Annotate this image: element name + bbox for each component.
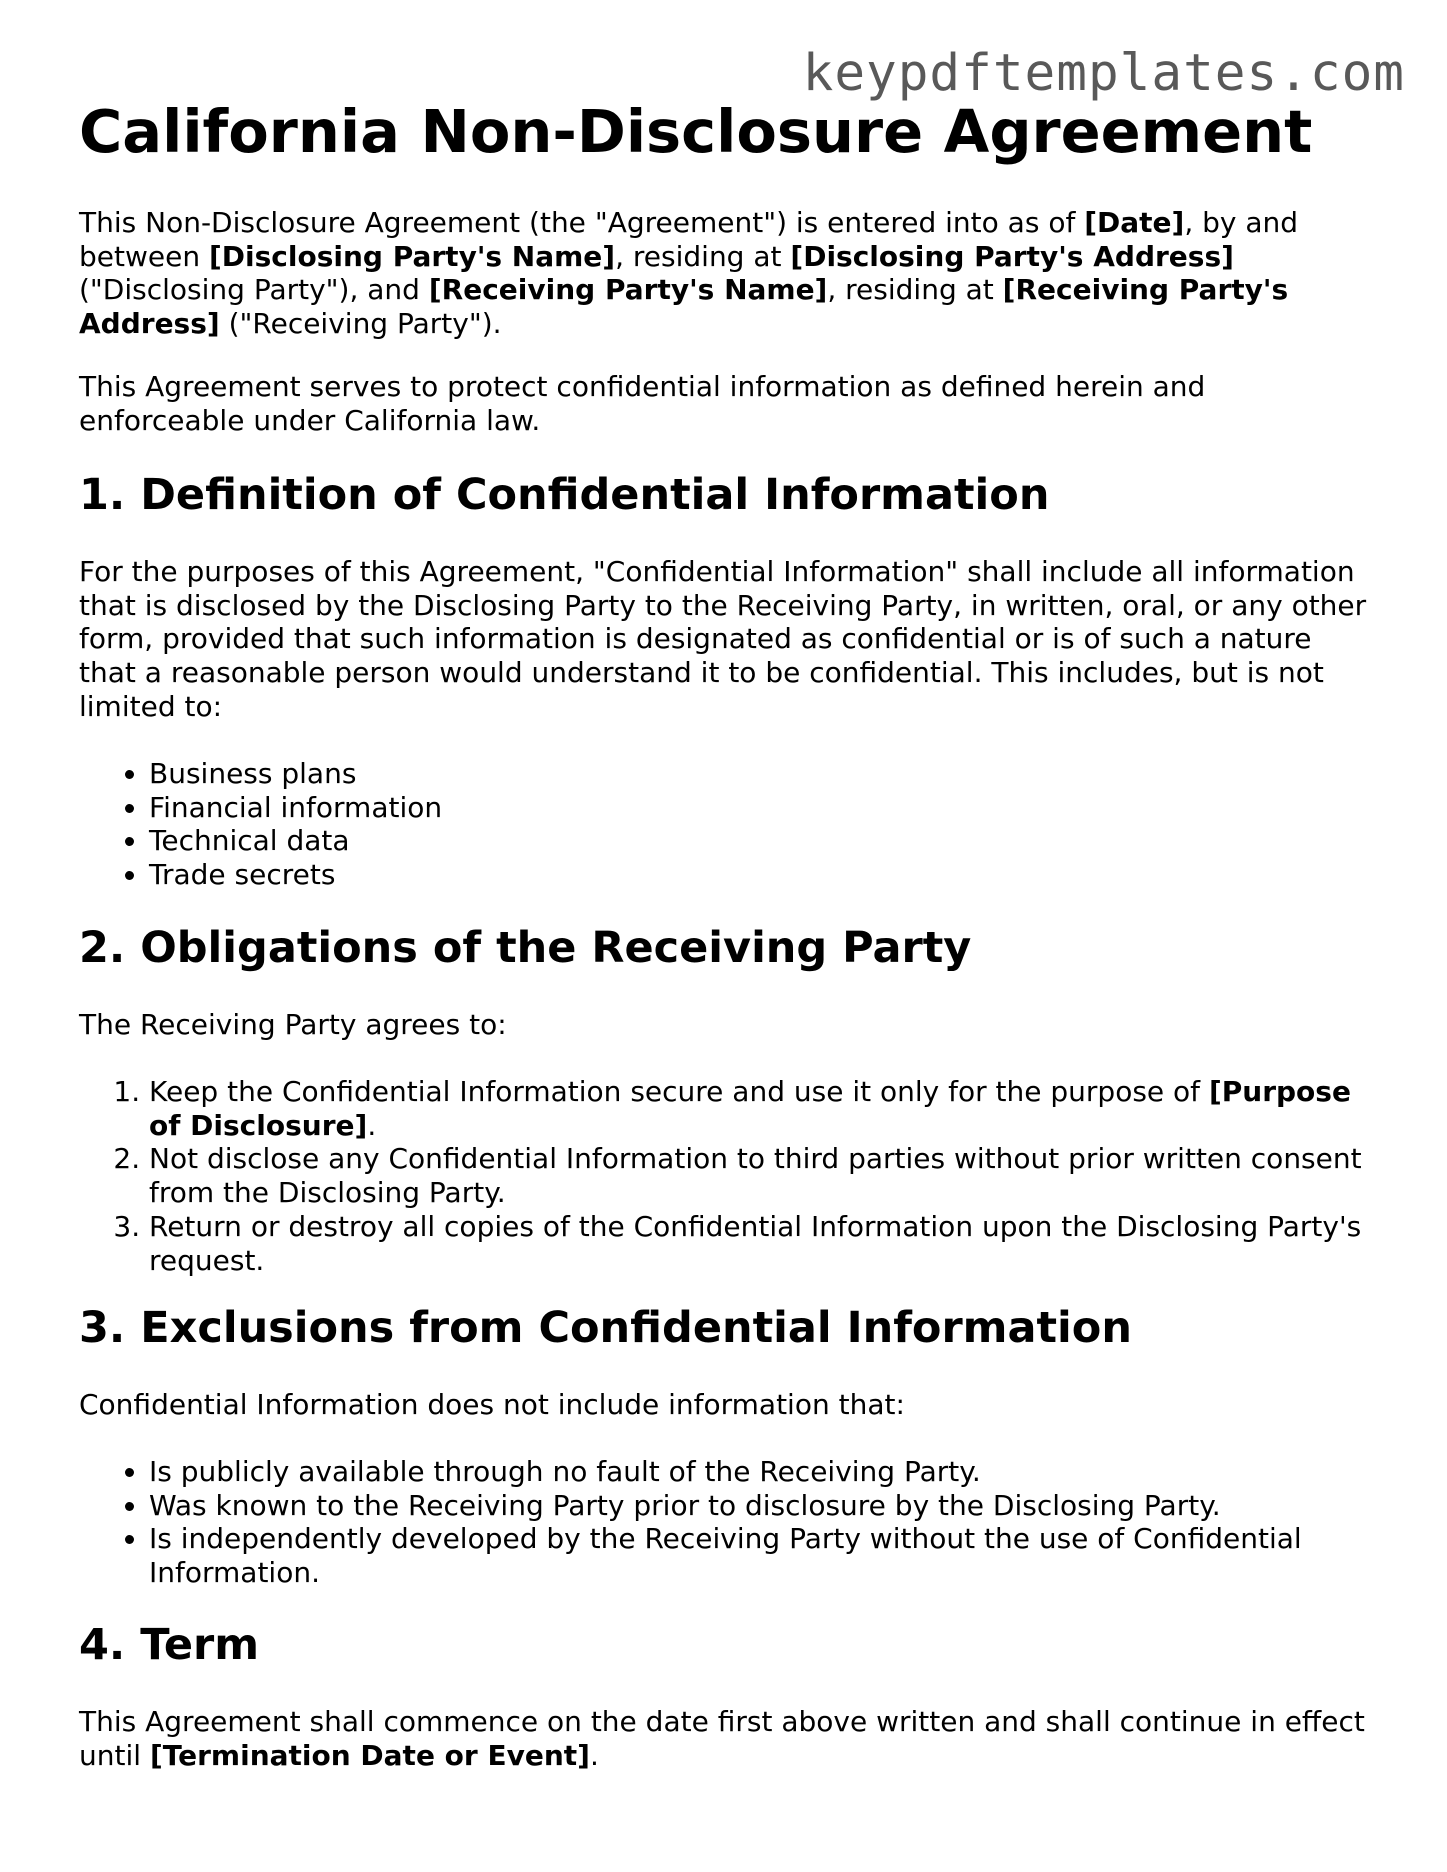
intro-text: , by and between (79, 206, 1299, 273)
list-item: • Financial information (149, 791, 1374, 825)
intro-paragraph (79, 206, 1374, 341)
section-1-paragraph: For the purposes of this Agreement, "Confidential Information" shall include all information that is disclosed by the Disclosing Party to the Receiving Party, in written, oral, or any other form, provided that such information is designated as confidential or is of such a nature that a reasonable person would understand it to be confidential. This includes, but is not limited to: (79, 555, 1367, 723)
intro-text: , residing at (827, 273, 1003, 307)
obligation-text: Keep the Confidential Information secure and use it only for the purpose of (149, 1075, 1209, 1108)
termination-placeholder: [Termination Date or Event] (149, 1738, 590, 1772)
list-item: • Is independently developed by the Receiving Party without the use of Confidential Information. (149, 1522, 1374, 1589)
list-item: • Trade secrets (149, 858, 1374, 892)
disclosing-party-name-placeholder: [Disclosing Party's Name] (208, 239, 616, 273)
obligation-text: . (367, 1108, 377, 1142)
section-1-list (79, 757, 1374, 892)
section-4-heading: 4. Term (79, 1620, 260, 1670)
section-2-paragraph: The Receiving Party agrees to: (79, 1008, 507, 1041)
list-item: 2. Not disclose any Confidential Information to third parties without prior written consent from the Disclosing Party. (149, 1142, 1374, 1209)
section-1-heading: 1. Definition of Confidential Information (79, 470, 1050, 520)
watermark: keypdftemplates.com (802, 44, 1405, 103)
list-item: • Is publicly available through no fault of the Receiving Party. (149, 1455, 1374, 1489)
list-item: • Technical data (149, 824, 1374, 858)
section-4-paragraph (79, 1705, 1374, 1772)
section-3-heading: 3. Exclusions from Confidential Information (79, 1303, 1132, 1353)
section-2-list (79, 1075, 1374, 1277)
term-text: . (589, 1738, 599, 1772)
intro-text: This Non-Disclosure Agreement (the "Agreement") is entered into as of (79, 206, 1085, 239)
receiving-party-name-placeholder: [Receiving Party's Name] (428, 273, 828, 307)
term-text: This Agreement shall commence on the date first above written and shall continue in effect until (79, 1705, 1365, 1772)
receiving-party-address-placeholder: [Receiving Party's Address] (79, 273, 1289, 341)
purpose-placeholder: [Purpose of Disclosure] (149, 1075, 1351, 1142)
disclosing-party-address-placeholder: [Disclosing Party's Address] (790, 239, 1234, 273)
date-placeholder: [Date] (1084, 206, 1185, 239)
section-3-paragraph: Confidential Information does not include information that: (79, 1388, 905, 1421)
intro-text: ("Receiving Party"). (219, 307, 502, 341)
list-item: • Was known to the Receiving Party prior to disclosure by the Disclosing Party. (149, 1489, 1374, 1523)
purpose-paragraph: This Agreement serves to protect confidential information as defined herein and enforceable under California law. (79, 370, 1206, 437)
section-2-heading: 2. Obligations of the Receiving Party (79, 923, 972, 973)
intro-text: ("Disclosing Party"), and (79, 273, 429, 307)
intro-text: , residing at (615, 239, 791, 273)
list-item (149, 1075, 1374, 1142)
list-item: • Business plans (149, 757, 1374, 791)
document-title: California Non-Disclosure Agreement (79, 97, 1313, 166)
list-item: 3. Return or destroy all copies of the Confidential Information upon the Disclosing Party's request. (149, 1210, 1374, 1277)
section-3-list (79, 1455, 1374, 1590)
